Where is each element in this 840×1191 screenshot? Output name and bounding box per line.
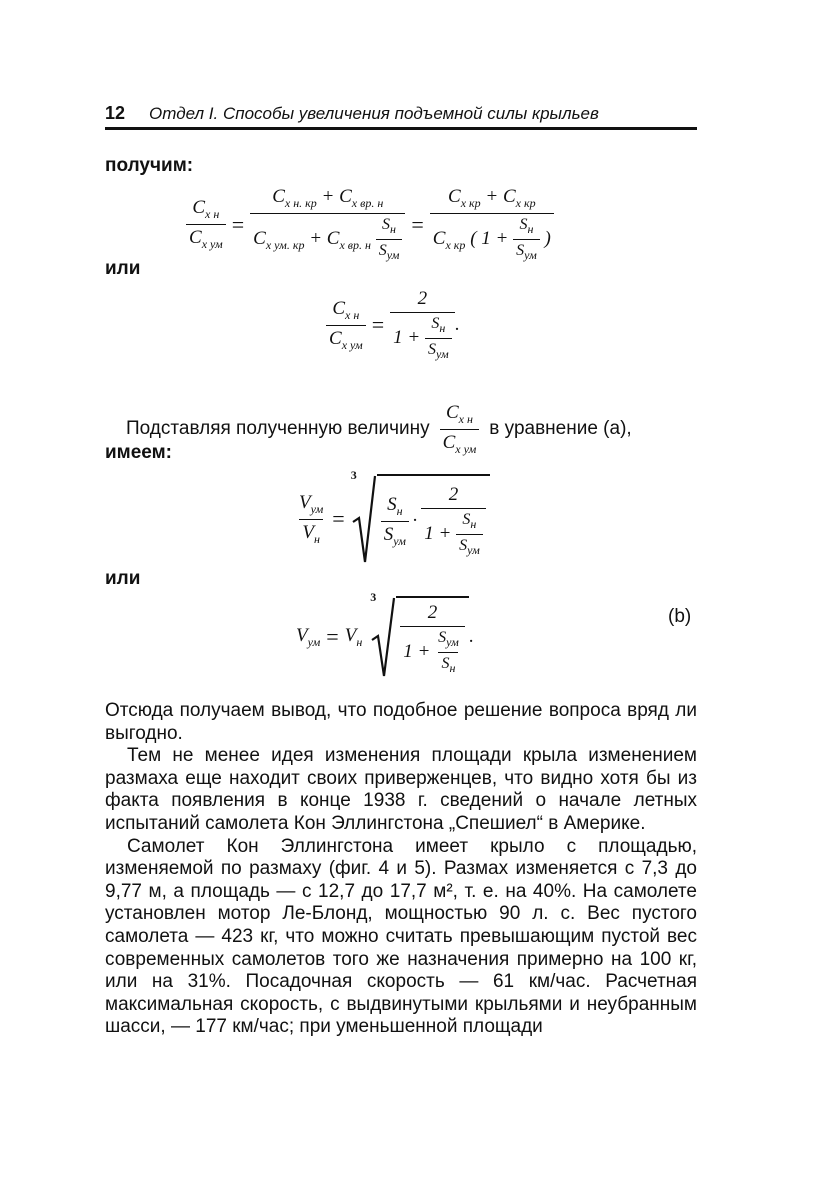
eq1-lhs-fraction: $\frac{C_{x н}}{C_{x ум}}$ (186, 197, 226, 252)
page-number: 12 (105, 103, 126, 123)
page-header (105, 103, 697, 125)
body-text (105, 700, 697, 1039)
substitution-text-b: в уравнение (а), (489, 418, 632, 440)
eq1-rhs-fraction: $C_{x кр} + C_{x кр}$ $C_{x кр}$ ( 1 + $\frac{S_н}{S_{ум}}$ ) (430, 186, 554, 263)
eq1-equals-2: = (411, 211, 424, 237)
eq1-mid-fraction: $C_{x н. кр} + C_{x вр. н}$ $C_{x ум. кр} + C_{x вр. н}$ $\frac{S_н}{S_{ум}}$ (250, 186, 405, 263)
label-ili-2: или (105, 568, 141, 589)
equation-3: $\frac{V_{ум}}{V_н}$ = 3 $\frac{S_н}{S_{ум}}$ · 2 1 + $\frac{S_н}{S_{ум}}$ (296, 474, 490, 564)
label-ili-1: или (105, 258, 141, 279)
paragraph-3: Самолет Кон Эллингстона имеет крыло с площадью, изменяемой по размаху (фиг. 4 и 5). Размах изменяется с 7,3 до 9,77 м, а площадь — с 12,7 до 17,7 м², т. е. на 40%. На самолете установлен мотор Ле-Блонд, мощностью 90 л. с. Вес пустого самолета — 423 кг, что можно считать превышающим пустой вес современных самолетов того же назначения примерно на 100 кг, или на 31%. Посадочная скорость — 61 км/час. Расчетная максимальная скорость, с выдвинутыми крыльями и неубранным шасси, — 177 км/час; при уменьшенной площади (105, 835, 697, 1038)
paragraph-1: Отсюда получаем вывод, что подобное решение вопроса вряд ли выгодно. (105, 700, 697, 744)
substitution-text-a: Подставляя полученную величину (126, 418, 430, 440)
label-imeem: имеем: (105, 442, 173, 463)
paragraph-2: Тем не менее идея изменения площади крыла изменением размаха еще находит своих приверженцев, что видно хотя бы из факта появления в конце 1938 г. сведений о начале летных испытаний самолета Кон Эллингстона „Спешиел“ в Америке. (105, 745, 697, 834)
equation-label-b: (b) (668, 606, 692, 627)
header-rule (105, 127, 697, 130)
equation-1 (186, 186, 554, 263)
equation-4: $V_{ум}$ = $V_н$ 3 2 1 + $\frac{S_{ум}}{S_н}$ . (296, 596, 474, 678)
running-title: Отдел I. Способы увеличения подъемной силы крыльев (149, 104, 599, 123)
equation-2: $\frac{C_{x н}}{C_{x ум}}$ = 2 1 + $\frac{S_н}{S_{ум}}$ . (326, 288, 459, 362)
substitution-line (126, 402, 632, 457)
eq1-equals-1: = (231, 211, 245, 237)
substitution-fraction: $\frac{C_{x н}}{C_{x ум}}$ (440, 402, 480, 457)
label-poluchim: получим: (105, 155, 194, 176)
